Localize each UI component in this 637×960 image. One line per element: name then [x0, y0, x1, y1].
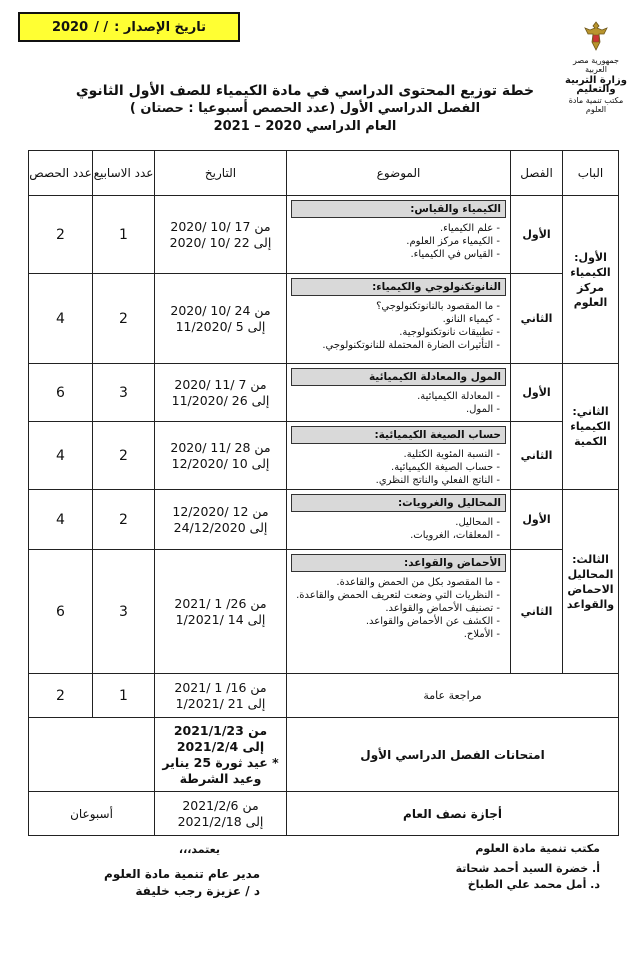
lessons-cell: 4: [29, 490, 93, 550]
door-cell: الأول: الكيمياء مركز العلوم: [563, 196, 619, 364]
lessons-cell: 4: [29, 422, 93, 490]
distribution-table: [28, 150, 619, 836]
topic-cell: [287, 422, 511, 490]
list-item: - الأملاح.: [291, 628, 500, 641]
topic-cell: [287, 490, 511, 550]
header-date: التاريخ: [155, 151, 287, 196]
topic-list: [291, 448, 506, 487]
topic-cell: [287, 274, 511, 364]
issue-date-label: تاريخ الإصدار :: [114, 19, 207, 35]
weeks-cell: 2: [93, 274, 155, 364]
topic-title: الكيمياء والقياس:: [291, 200, 506, 218]
document-titles: [60, 82, 550, 136]
header-weeks: عدد الاسابيع: [93, 151, 155, 196]
issue-date-year: 2020: [51, 19, 89, 35]
member-name: د. أمل محمد علي الطباخ: [467, 878, 600, 891]
date-from: من 16/ 1 /2021: [174, 679, 267, 695]
list-item: - ما المقصود بالنانوتكنولوجي؟: [291, 300, 500, 313]
date-cell: [155, 274, 287, 364]
list-item: - تصنيف الأحماض والقواعد.: [291, 602, 500, 615]
topic-title: المحاليل والغرويات:: [291, 494, 506, 512]
topic-list: [291, 390, 506, 416]
table-row: [29, 274, 619, 364]
date-to: إلى 10 /12/2020: [171, 455, 270, 471]
date-from: من 2021/2/6: [182, 797, 259, 813]
holiday-row: [29, 792, 619, 836]
list-item: - المحاليل.: [291, 516, 500, 529]
weeks-cell: 3: [93, 550, 155, 674]
review-topic: مراجعة عامة: [287, 674, 619, 718]
holiday-note: * عيد ثورة 25 يناير: [162, 754, 279, 770]
list-item: - المعادلة الكيميائية.: [291, 390, 500, 403]
list-item: - الناتج الفعلي والناتج النظري.: [291, 474, 500, 487]
list-item: - حساب الصيغة الكيميائية.: [291, 461, 500, 474]
main-title: خطة توزيع المحتوى الدراسي في مادة الكيمياء للصف الأول الثانوي: [75, 83, 535, 99]
date-cell: [155, 674, 287, 718]
review-row: [29, 674, 619, 718]
list-item: - الكيمياء مركز العلوم.: [291, 235, 500, 248]
table-header: [29, 151, 619, 196]
topic-cell: [287, 196, 511, 274]
ministry-line1: جمهورية مصر العربية: [573, 56, 619, 74]
date-to: إلى 2021/2/18: [177, 813, 264, 829]
weeks-cell: 2: [93, 490, 155, 550]
topic-title: المول والمعادلة الكيميائية: [291, 368, 506, 386]
header-chapter: الفصل: [511, 151, 563, 196]
table-row: [29, 490, 619, 550]
date-from: من 28 /11 /2020: [170, 439, 271, 455]
weeks-cell: 1: [93, 196, 155, 274]
lessons-cell: 2: [29, 674, 93, 718]
director-name: د / عزيزة رجب خليفة: [135, 884, 260, 898]
holiday-topic: أجازة نصف العام: [287, 792, 619, 836]
office-title: مكتب تنمية مادة العلوم: [475, 842, 600, 855]
date-from: من 17 /10 /2020: [170, 218, 271, 234]
topic-cell: [287, 550, 511, 674]
lessons-cell: 6: [29, 364, 93, 422]
list-item: - التأثيرات الضارة المحتملة للنانوتكنولوجي.: [291, 339, 500, 352]
date-to: إلى 22 /10 /2020: [169, 234, 272, 250]
date-to: إلى 24/12/2020: [173, 519, 268, 535]
date-cell: [155, 490, 287, 550]
issue-date-slashes: / /: [94, 19, 109, 35]
ministry-line2: وزارة التربية والتعليم: [565, 75, 627, 95]
date-cell: [155, 422, 287, 490]
table-row: [29, 550, 619, 674]
date-to: إلى 14 /1/2021: [175, 611, 266, 627]
door-cell: الثاني: الكيمياء الكمية: [563, 364, 619, 490]
eagle-icon: [583, 20, 609, 54]
approve-label: يعتمد،،،: [178, 843, 220, 856]
list-item: - المول.: [291, 403, 500, 416]
date-cell: [155, 792, 287, 836]
table-row: [29, 422, 619, 490]
date-from: من 7 /11 /2020: [174, 376, 267, 392]
year-title: العام الدراسي 2020 – 2021: [213, 119, 397, 134]
date-from: من 2021/1/23: [173, 722, 268, 738]
header-lessons: عدد الحصص: [29, 151, 93, 196]
date-from: من 12 /12/2020: [172, 503, 269, 519]
header-topic: الموضوع: [287, 151, 511, 196]
date-from: من 24 /10 /2020: [170, 302, 271, 318]
list-item: - تطبيقات نانوتكنولوجية.: [291, 326, 500, 339]
date-to: إلى 21 /1/2021: [175, 695, 266, 711]
exams-date-cell: [155, 718, 287, 792]
exams-row: [29, 718, 619, 792]
date-cell: [155, 550, 287, 674]
issue-date-box: [18, 12, 240, 42]
list-item: - كيمياء النانو.: [291, 313, 500, 326]
topic-title: النانوتكنولوجي والكيمياء:: [291, 278, 506, 296]
chapter-cell: الثاني: [511, 422, 563, 490]
chapter-cell: الثاني: [511, 550, 563, 674]
date-to: إلى 26 /11/2020: [171, 392, 270, 408]
office-signature: [390, 841, 600, 893]
date-from: من 26/ 1 /2021: [174, 595, 267, 611]
topic-list: [291, 300, 506, 352]
date-cell: [155, 364, 287, 422]
list-item: - علم الكيمياء.: [291, 222, 500, 235]
list-item: - الكشف عن الأحماض والقواعد.: [291, 615, 500, 628]
holiday-note: وعيد الشرطة: [179, 770, 262, 786]
lessons-cell: 6: [29, 550, 93, 674]
topic-list: [291, 516, 506, 542]
table-row: [29, 364, 619, 422]
table-row: [29, 196, 619, 274]
list-item: - النظريات التي وضعت لتعريف الحمض والقاعدة.: [291, 589, 500, 602]
term-title: الفصل الدراسي الأول (عدد الحصص أسبوعيا : حصتان ): [129, 101, 481, 116]
weeks-cell: 2: [93, 422, 155, 490]
list-item: - ما المقصود بكل من الحمض والقاعدة.: [291, 576, 500, 589]
lessons-cell: 2: [29, 196, 93, 274]
ministry-line3: مكتب تنمية مادة العلوم: [568, 96, 624, 114]
chapter-cell: الأول: [511, 490, 563, 550]
date-to: إلى 2021/2/4: [176, 738, 265, 754]
header-door: الباب: [563, 151, 619, 196]
weeks-cell: 1: [93, 674, 155, 718]
holiday-duration: أسبوعان: [29, 792, 155, 836]
exams-empty: [29, 718, 155, 792]
chapter-cell: الثاني: [511, 274, 563, 364]
lessons-cell: 4: [29, 274, 93, 364]
weeks-cell: 3: [93, 364, 155, 422]
topic-title: الأحماض والقواعد:: [291, 554, 506, 572]
date-cell: [155, 196, 287, 274]
topic-list: [291, 576, 506, 641]
topic-title: حساب الصيغة الكيميائية:: [291, 426, 506, 444]
ministry-logo: [562, 20, 630, 114]
list-item: - القياس في الكيمياء.: [291, 248, 500, 261]
list-item: - النسبة المئوية الكتلية.: [291, 448, 500, 461]
chapter-cell: الأول: [511, 196, 563, 274]
list-item: - المعلقات، الغرويات.: [291, 529, 500, 542]
date-to: إلى 5 /11/2020: [175, 318, 266, 334]
chapter-cell: الأول: [511, 364, 563, 422]
door-cell: الثالث: المحاليل الاحماض والقواعد: [563, 490, 619, 674]
member-name: أ. خضرة السيد أحمد شحاتة: [455, 862, 600, 875]
director-title: مدير عام تنمية مادة العلوم: [104, 867, 260, 881]
exams-topic: امتحانات الفصل الدراسي الأول: [287, 718, 619, 792]
topic-list: [291, 222, 506, 261]
director-signature: [40, 841, 260, 900]
topic-cell: [287, 364, 511, 422]
